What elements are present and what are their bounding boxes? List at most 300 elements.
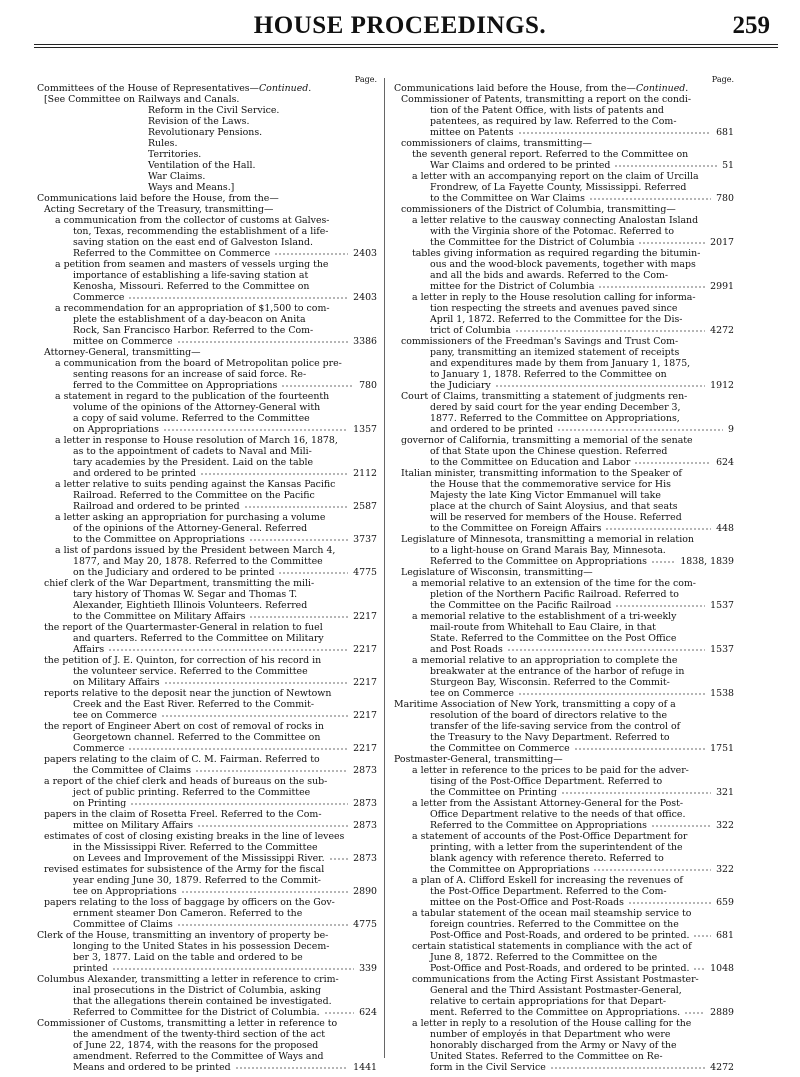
- index-line: [394, 743, 734, 754]
- index-line: [394, 457, 734, 468]
- index-line: [37, 666, 377, 677]
- entry-text: a letter in response to House resolution of March 16, 1878,: [55, 435, 338, 446]
- index-line: [37, 182, 377, 193]
- index-line: [394, 149, 734, 160]
- index-line: [37, 259, 377, 270]
- entry-text: Commissioner of Patents, transmitting a report on the condi-: [401, 94, 692, 105]
- dot-leader: [181, 891, 348, 893]
- dot-leader: [598, 286, 705, 288]
- entry-text: Commissioner of Customs, transmitting a letter in reference to: [37, 1018, 338, 1029]
- index-line: [394, 589, 734, 600]
- index-line: [394, 908, 734, 919]
- index-line: [394, 567, 734, 578]
- index-line: [394, 325, 734, 336]
- index-line: [37, 798, 377, 809]
- index-line: [394, 501, 734, 512]
- entry-text: chief clerk of the War Department, transmitting the mili-: [44, 578, 315, 589]
- index-line: [394, 1007, 734, 1018]
- index-line: [37, 908, 377, 919]
- index-line: [394, 941, 734, 952]
- page-reference: 1441: [353, 1062, 377, 1073]
- index-line: [394, 490, 734, 501]
- index-line: [37, 974, 377, 985]
- index-line: [37, 699, 377, 710]
- page-reference: 4272: [710, 1062, 734, 1073]
- index-line: [37, 358, 377, 369]
- page-reference: 2890: [353, 886, 377, 897]
- index-line: [394, 710, 734, 721]
- index-line: [37, 710, 377, 721]
- entry-text: Referred to the Committee on Appropriations: [430, 820, 647, 831]
- index-line: [394, 600, 734, 611]
- index-line: [37, 589, 377, 600]
- entry-text: dered by said court for the year ending December 3,: [430, 402, 681, 413]
- index-line: [37, 886, 377, 897]
- dot-leader: [589, 198, 711, 200]
- dot-leader: [614, 165, 717, 167]
- index-line: [394, 237, 734, 248]
- index-line: [394, 435, 734, 446]
- index-line: [394, 369, 734, 380]
- page-reference: 681: [716, 930, 734, 941]
- page-reference: 2873: [353, 798, 377, 809]
- index-line: [37, 446, 377, 457]
- entry-text: a letter asking an appropriation for purchasing a volume: [55, 512, 326, 523]
- index-line: [394, 886, 734, 897]
- index-line: [394, 336, 734, 347]
- entry-text: a tabular statement of the ocean mail steamship service to: [412, 908, 692, 919]
- index-line: [37, 468, 377, 479]
- entry-text: Revision of the Laws.: [148, 116, 250, 127]
- page-reference: 681: [716, 127, 734, 138]
- page-reference: 2217: [353, 677, 377, 688]
- index-line: [394, 985, 734, 996]
- page-reference: 2217: [353, 644, 377, 655]
- header-rule-thin: [34, 47, 778, 48]
- dot-leader: [518, 132, 711, 134]
- dot-leader: [244, 506, 348, 508]
- index-line: [37, 83, 377, 94]
- index-line: [37, 919, 377, 930]
- page-reference: 9: [728, 424, 734, 435]
- index-line: [37, 578, 377, 589]
- entry-text: form in the Civil Service: [430, 1062, 546, 1073]
- entry-text: governor of California, transmitting a memorial of the senate: [401, 435, 693, 446]
- dot-leader: [638, 242, 705, 244]
- index-line: [37, 523, 377, 534]
- index-line: [37, 138, 377, 149]
- entry-text: Territories.: [148, 149, 202, 160]
- page-number: 259: [732, 12, 770, 39]
- index-line: [37, 776, 377, 787]
- dot-leader: [495, 385, 705, 387]
- index-line: [37, 1040, 377, 1051]
- entry-text: ernment steamer Don Cameron. Referred to the: [73, 908, 303, 919]
- index-line: [394, 996, 734, 1007]
- page-reference: 1048: [710, 963, 734, 974]
- entry-text: the Post-Office Department. Referred to the Com-: [430, 886, 667, 897]
- index-line: [394, 897, 734, 908]
- entry-text: the volunteer service. Referred to the Committee: [73, 666, 308, 677]
- continued-label: Continued.: [259, 83, 312, 94]
- entry-text: Legislature of Minnesota, transmitting a memorial in relation: [401, 534, 694, 545]
- entry-text: ment. Referred to the Committee on Appropriations.: [430, 1007, 681, 1018]
- entry-text: commissioners of claims, transmitting—: [401, 138, 592, 149]
- index-line: [394, 534, 734, 545]
- dot-leader: [128, 748, 348, 750]
- entry-text: a petition from seamen and masters of vessels urging the: [55, 259, 329, 270]
- index-line: [37, 754, 377, 765]
- index-line: [37, 534, 377, 545]
- entry-text: Referred to the Committee on Appropriations: [430, 556, 647, 567]
- entry-text: Post-Office and Post-Roads, and ordered to be printed.: [430, 963, 690, 974]
- index-line: [394, 853, 734, 864]
- entry-text: communications from the Acting First Assistant Postmaster-: [412, 974, 699, 985]
- entry-text: longing to the United States in his possession Decem-: [73, 941, 330, 952]
- entry-text: in the Mississippi River. Referred to the Committee: [73, 842, 318, 853]
- index-line: [394, 303, 734, 314]
- index-line: [394, 732, 734, 743]
- entry-text: the seventh general report. Referred to the Committee on: [412, 149, 689, 160]
- index-line: [37, 127, 377, 138]
- index-line: [394, 611, 734, 622]
- dot-leader: [651, 561, 675, 563]
- entry-text: resolution of the board of directors relative to the: [430, 710, 668, 721]
- entry-text: honorably discharged from the Army or Navy of the: [430, 1040, 677, 1051]
- index-line: [394, 556, 734, 567]
- index-line: [394, 1018, 734, 1029]
- index-line: [394, 116, 734, 127]
- entry-text: tables giving information as required regarding the bitumin-: [412, 248, 701, 259]
- index-line: [37, 413, 377, 424]
- entry-text: tee on Commerce: [73, 710, 157, 721]
- dot-leader: [557, 429, 723, 431]
- index-line: [394, 171, 734, 182]
- index-line: [37, 457, 377, 468]
- entry-text: papers in the claim of Rosetta Freel. Referred to the Com-: [44, 809, 322, 820]
- entry-text: Ventilation of the Hall.: [148, 160, 256, 171]
- entry-text: United States. Referred to the Committee on Re-: [430, 1051, 663, 1062]
- entry-text: ber 3, 1877. Laid on the table and ordered to be: [73, 952, 303, 963]
- dot-leader: [128, 297, 348, 299]
- page-reference: 321: [716, 787, 734, 798]
- index-line: [37, 831, 377, 842]
- index-line: [394, 820, 734, 831]
- entry-text: printing, with a letter from the superintendent of the: [430, 842, 683, 853]
- index-line: [37, 820, 377, 831]
- dot-leader: [605, 528, 711, 530]
- entry-text: senting reasons for an increase of said force. Re-: [73, 369, 307, 380]
- entry-text: foreign countries. Referred to the Committee on the: [430, 919, 679, 930]
- index-line: [394, 787, 734, 798]
- index-line: [394, 721, 734, 732]
- index-line: [394, 413, 734, 424]
- entry-text: importance of establishing a life-saving station at: [73, 270, 309, 281]
- index-line: [37, 611, 377, 622]
- index-line: [394, 83, 734, 94]
- entry-text: Referred to Committee for the District of Columbia.: [73, 1007, 320, 1018]
- dot-leader: [161, 715, 348, 717]
- index-line: [394, 666, 734, 677]
- page-header: [0, 0, 800, 46]
- index-line: [394, 864, 734, 875]
- index-line: [394, 193, 734, 204]
- index-line: [37, 809, 377, 820]
- entry-text: Revolutionary Pensions.: [148, 127, 263, 138]
- entry-text: Reform in the Civil Service.: [148, 105, 280, 116]
- entry-text: and Post Roads: [430, 644, 503, 655]
- entry-text: of June 22, 1874, with the reasons for the proposed: [73, 1040, 319, 1051]
- index-line: [394, 699, 734, 710]
- page-reference: 2217: [353, 710, 377, 721]
- dot-leader: [615, 605, 705, 607]
- dot-leader: [651, 825, 711, 827]
- dot-leader: [112, 968, 354, 970]
- entry-text: Railroad. Referred to the Committee on the Pacific: [73, 490, 315, 501]
- page-reference: 624: [716, 457, 734, 468]
- dot-leader: [518, 693, 705, 695]
- entry-text: June 8, 1872. Referred to the Committee on the: [430, 952, 658, 963]
- entry-text: and quarters. Referred to the Committee on Military: [73, 633, 324, 644]
- entry-text: Court of Claims, transmitting a statement of judgments ren-: [401, 391, 688, 402]
- entry-text: a memorial relative to the establishment of a tri-weekly: [412, 611, 677, 622]
- index-line: [394, 963, 734, 974]
- index-line: [394, 380, 734, 391]
- index-line: [394, 226, 734, 237]
- entry-text: tee on Commerce: [430, 688, 514, 699]
- entry-text: on Appropriations: [73, 424, 159, 435]
- dot-leader: [550, 1067, 705, 1069]
- entry-text: the report of the Quartermaster-General in relation to fuel: [44, 622, 323, 633]
- index-line: [394, 765, 734, 776]
- entry-text: of the opinions of the Attorney-General. Referred: [73, 523, 308, 534]
- entry-text: Commerce: [73, 292, 125, 303]
- page-reference: 4775: [353, 919, 377, 930]
- index-line: [37, 380, 377, 391]
- index-line: [394, 798, 734, 809]
- index-line: [394, 468, 734, 479]
- dot-leader: [693, 935, 711, 937]
- entry-text: Rules.: [148, 138, 178, 149]
- page-reference: 659: [716, 897, 734, 908]
- entry-text: to a light-house on Grand Marais Bay, Minnesota.: [430, 545, 666, 556]
- index-line: [37, 270, 377, 281]
- entry-text: saving station on the east end of Galveston Island.: [73, 237, 313, 248]
- index-line: [394, 655, 734, 666]
- page-reference: 2017: [710, 237, 734, 248]
- entry-text: the Committee for the District of Columbia: [430, 237, 635, 248]
- index-line: [394, 358, 734, 369]
- entry-text: pany, transmitting an itemized statement of receipts: [430, 347, 680, 358]
- entry-text: year ending June 30, 1879. Referred to the Commit-: [73, 875, 321, 886]
- dot-leader: [197, 825, 348, 827]
- index-line: [394, 204, 734, 215]
- page-column-label: Page.: [354, 75, 377, 84]
- entry-text: a statement of accounts of the Post-Office Department for: [412, 831, 688, 842]
- index-line: [394, 259, 734, 270]
- index-line: [37, 160, 377, 171]
- page-reference: 2217: [353, 611, 377, 622]
- entry-text: estimates of cost of closing existing breaks in the line of levees: [44, 831, 345, 842]
- index-line: [37, 633, 377, 644]
- entry-text: Georgetown channel. Referred to the Committee on: [73, 732, 321, 743]
- entry-text: Committees of the House of Representatives—: [37, 83, 259, 94]
- entry-text: mittee on Patents: [430, 127, 514, 138]
- page-reference: 624: [359, 1007, 377, 1018]
- entry-text: mittee on the Post-Office and Post-Roads: [430, 897, 624, 908]
- index-line: [37, 875, 377, 886]
- entry-text: Commerce: [73, 743, 125, 754]
- index-line: [37, 1062, 377, 1073]
- column-divider: [384, 78, 385, 1058]
- header-rule: [34, 44, 778, 45]
- entry-text: 1877. Referred to the Committee on Appropriations,: [430, 413, 680, 424]
- dot-leader: [249, 539, 348, 541]
- index-line: [37, 622, 377, 633]
- entry-text: tising of the Post-Office Department. Referred to: [430, 776, 663, 787]
- index-line: [37, 1007, 377, 1018]
- index-line: [394, 1062, 734, 1073]
- entry-text: of that State upon the Chinese question. Referred: [430, 446, 668, 457]
- index-line: [394, 479, 734, 490]
- entry-text: Communications laid before the House, from the—: [394, 83, 636, 94]
- entry-text: the report of Engineer Abert on cost of removal of rocks in: [44, 721, 324, 732]
- entry-text: a letter from the Assistant Attorney-General for the Post-: [412, 798, 684, 809]
- index-line: [37, 479, 377, 490]
- index-line: [394, 248, 734, 259]
- dot-leader: [235, 1067, 348, 1069]
- index-line: [394, 512, 734, 523]
- entry-text: Office Department relative to the needs of that office.: [430, 809, 686, 820]
- entry-text: tary academies by the President. Laid on the table: [73, 457, 314, 468]
- entry-text: tary history of Thomas W. Segar and Thomas T.: [73, 589, 298, 600]
- entry-text: Postmaster-General, transmitting—: [394, 754, 563, 765]
- page-reference: 51: [722, 160, 734, 171]
- index-line: [37, 941, 377, 952]
- dot-leader: [684, 1012, 705, 1014]
- dot-leader: [281, 385, 354, 387]
- entry-text: mittee for the District of Columbia: [430, 281, 595, 292]
- index-line: [37, 677, 377, 688]
- index-line: [37, 743, 377, 754]
- entry-text: Attorney-General, transmitting—: [44, 347, 201, 358]
- dot-leader: [634, 462, 711, 464]
- index-line: [394, 952, 734, 963]
- entry-text: trict of Columbia: [430, 325, 511, 336]
- page-reference: 4272: [710, 325, 734, 336]
- dot-leader: [195, 770, 348, 772]
- entry-text: to the Committee on Education and Labor: [430, 457, 631, 468]
- entry-text: the petition of J. E. Quinton, for correction of his record in: [44, 655, 322, 666]
- index-line: [37, 237, 377, 248]
- page-reference: 2873: [353, 765, 377, 776]
- entry-text: relative to certain appropriations for that Depart-: [430, 996, 667, 1007]
- index-line: [37, 369, 377, 380]
- index-line: [37, 303, 377, 314]
- index-line: [394, 1051, 734, 1062]
- dot-leader: [108, 649, 348, 651]
- entry-text: the Committee on Appropriations: [430, 864, 590, 875]
- entry-text: a statement in regard to the publication of the fourteenth: [55, 391, 330, 402]
- index-line: [37, 314, 377, 325]
- entry-text: the House that the commemorative service for His: [430, 479, 671, 490]
- entry-text: the Committee on Printing: [430, 787, 557, 798]
- index-line: [37, 149, 377, 160]
- entry-text: ous and the wood-block pavements, together with maps: [430, 259, 696, 270]
- entry-text: a memorial relative to an extension of the time for the com-: [412, 578, 696, 589]
- entry-text: to the Committee on War Claims: [430, 193, 585, 204]
- page-column-label: Page.: [711, 75, 734, 84]
- entry-text: on Military Affairs: [73, 677, 160, 688]
- entry-text: Clerk of the House, transmitting an inventory of property be-: [37, 930, 329, 941]
- index-line: [37, 193, 377, 204]
- entry-text: to the Committee on Foreign Affairs: [430, 523, 602, 534]
- index-line: [37, 952, 377, 963]
- page-reference: 2587: [353, 501, 377, 512]
- index-line: [394, 391, 734, 402]
- entry-text: and all the bids and awards. Referred to the Com-: [430, 270, 669, 281]
- entry-text: Alexander, Eightieth Illinois Volunteers. Referred: [73, 600, 308, 611]
- entry-text: transfer of the life-saving service from the control of: [430, 721, 681, 732]
- entry-text: Communications laid before the House, from the—: [37, 193, 279, 204]
- index-line: [394, 809, 734, 820]
- index-line: [37, 655, 377, 666]
- page-reference: 1537: [710, 600, 734, 611]
- entry-text: commissioners of the Freedman's Savings and Trust Com-: [401, 336, 679, 347]
- entry-text: a letter relative to the causway connecting Analostan Island: [412, 215, 699, 226]
- index-line: [394, 578, 734, 589]
- entry-text: the Committee of Claims: [73, 765, 192, 776]
- index-line: [394, 94, 734, 105]
- page-reference: 2991: [710, 281, 734, 292]
- entry-text: with the Virginia shore of the Potomac. Referred to: [430, 226, 674, 237]
- entry-text: Post-Office and Post-Roads, and ordered to be printed.: [430, 930, 690, 941]
- index-line: [394, 281, 734, 292]
- index-line: [37, 226, 377, 237]
- index-line: [37, 1051, 377, 1062]
- index-line: [394, 215, 734, 226]
- dot-leader: [515, 330, 705, 332]
- entry-text: number of employés in that Department who were: [430, 1029, 671, 1040]
- index-line: [394, 1029, 734, 1040]
- entry-text: amendment. Referred to the Committee of Ways and: [73, 1051, 324, 1062]
- entry-text: Acting Secretary of the Treasury, transmitting—: [44, 204, 274, 215]
- entry-text: a plan of A. Clifford Eskell for increasing the revenues of: [412, 875, 683, 886]
- page-reference: 2403: [353, 248, 377, 259]
- index-line: [37, 435, 377, 446]
- index-line: [394, 138, 734, 149]
- entry-text: Maritime Association of New York, transmitting a copy of a: [394, 699, 676, 710]
- entry-text: pletion of the Northern Pacific Railroad. Referred to: [430, 589, 679, 600]
- entry-text: April 1, 1872. Referred to the Committee for the Dis-: [430, 314, 683, 325]
- index-line: [37, 325, 377, 336]
- entry-text: to the Committee on Appropriations: [73, 534, 245, 545]
- entry-text: General and the Third Assistant Postmaster-General,: [430, 985, 682, 996]
- index-line: [37, 292, 377, 303]
- index-line: [37, 1029, 377, 1040]
- index-line: [37, 171, 377, 182]
- dot-leader: [200, 473, 348, 475]
- index-line: [394, 875, 734, 886]
- index-line: [394, 182, 734, 193]
- index-line: [394, 292, 734, 303]
- entry-text: Italian minister, transmitting information to the Speaker of: [401, 468, 682, 479]
- index-line: [394, 523, 734, 534]
- entry-text: reports relative to the deposit near the junction of Newtown: [44, 688, 332, 699]
- page-reference: 322: [716, 864, 734, 875]
- index-line: [394, 160, 734, 171]
- index-line: [394, 677, 734, 688]
